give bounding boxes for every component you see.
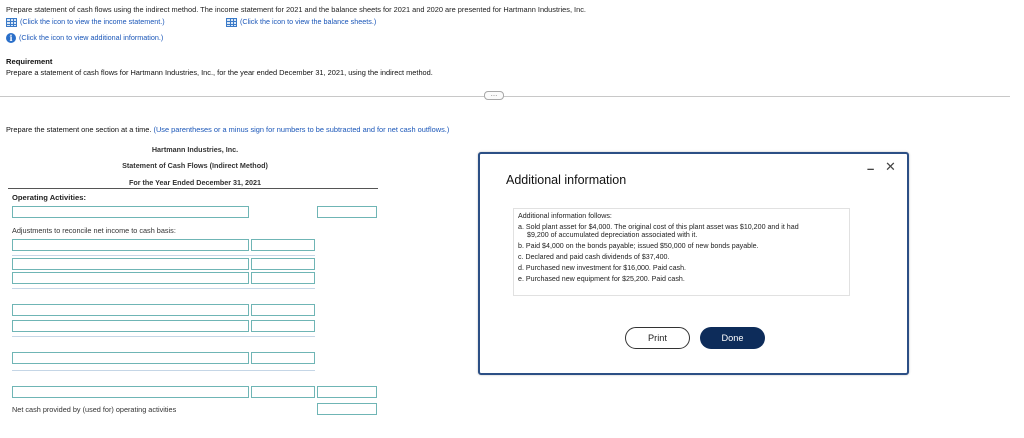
section-divider (0, 96, 1010, 97)
row-separator (12, 370, 315, 371)
balance-sheets-link[interactable] (226, 17, 376, 27)
info-item-b: b. Paid $4,000 on the bonds payable; issued $50,000 of new bonds payable. (518, 242, 759, 250)
net-cash-operating-label: Net cash provided by (used for) operating activities (12, 405, 177, 414)
requirement-title: Requirement (6, 57, 53, 66)
dialog-title: Additional information (506, 173, 627, 187)
requirement-text: Prepare a statement of cash flows for Hartmann Industries, Inc., for the year ended December 31, 2021, using the indirect method. (6, 68, 433, 77)
instruction-hint: (Use parentheses or a minus sign for numbers to be subtracted and for net cash outflows.) (153, 125, 450, 134)
net-cash-operating-input[interactable] (317, 403, 377, 415)
table-icon[interactable] (6, 18, 17, 27)
intro-text: Prepare statement of cash flows using the indirect method. The income statement for 2021 and the balance sheets for 2021 and 2020 are presented for Hartmann Industries, Inc. (6, 5, 586, 14)
adjustment-amount-input[interactable] (251, 320, 315, 332)
expand-button[interactable]: … (484, 91, 504, 100)
balance-sheets-link-label[interactable]: (Click the icon to view the balance sheets.) (240, 17, 377, 26)
adjustment-label-input[interactable] (12, 320, 249, 332)
instruction (6, 125, 449, 134)
statement-title: Statement of Cash Flows (Indirect Method) (122, 161, 268, 170)
adjustment-label-input[interactable] (12, 258, 249, 270)
print-button[interactable]: Print (625, 327, 690, 349)
adjustment-amount-input[interactable] (251, 272, 315, 284)
additional-info-link[interactable] (6, 33, 163, 43)
info-item-d: d. Purchased new investment for $16,000. Paid cash. (518, 264, 686, 272)
adjustment-amount-input[interactable] (251, 352, 315, 364)
row-separator (12, 255, 315, 256)
table-top-border (8, 188, 378, 189)
adjustment-label-input[interactable] (12, 239, 249, 251)
row-separator (12, 288, 315, 289)
close-icon[interactable]: ✕ (885, 159, 896, 174)
adjustment-label-input[interactable] (12, 304, 249, 316)
adjustment-label-input[interactable] (12, 386, 249, 398)
info-item-c: c. Declared and paid cash dividends of $37,400. (518, 253, 670, 261)
statement-company: Hartmann Industries, Inc. (151, 145, 239, 154)
adjustment-amount-input[interactable] (251, 386, 315, 398)
income-statement-link[interactable] (6, 17, 165, 27)
info-icon[interactable]: i (6, 33, 16, 43)
adjustment-amount-input[interactable] (251, 239, 315, 251)
adjustment-label-input[interactable] (12, 352, 249, 364)
operating-activities-label: Operating Activities: (12, 193, 86, 202)
adjustment-amount-input[interactable] (251, 258, 315, 270)
net-income-label-input[interactable] (12, 206, 249, 218)
info-item-e: e. Purchased new equipment for $25,200. Paid cash. (518, 275, 685, 283)
minimize-icon[interactable]: – (867, 161, 875, 176)
adjustments-total-input[interactable] (317, 386, 377, 398)
row-separator (12, 336, 315, 337)
info-header: Additional information follows: (518, 212, 612, 220)
instruction-text: Prepare the statement one section at a time. (6, 125, 152, 134)
adjustment-label-input[interactable] (12, 272, 249, 284)
statement-period: For the Year Ended December 31, 2021 (128, 178, 262, 187)
additional-info-link-label[interactable]: (Click the icon to view additional information.) (19, 33, 164, 42)
adjustments-label: Adjustments to reconcile net income to cash basis: (12, 226, 176, 235)
additional-info-content (513, 208, 850, 296)
additional-info-dialog (478, 152, 909, 375)
table-icon[interactable] (226, 18, 237, 27)
net-income-amount-input[interactable] (317, 206, 377, 218)
info-item-a: a. Sold plant asset for $4,000. The original cost of this plant asset was $10,200 and it had (518, 223, 799, 231)
info-item-a-continuation: $9,200 of accumulated depreciation associated with it. (527, 231, 698, 239)
done-button[interactable]: Done (700, 327, 765, 349)
adjustment-amount-input[interactable] (251, 304, 315, 316)
income-statement-link-label[interactable]: (Click the icon to view the income statement.) (20, 17, 165, 26)
